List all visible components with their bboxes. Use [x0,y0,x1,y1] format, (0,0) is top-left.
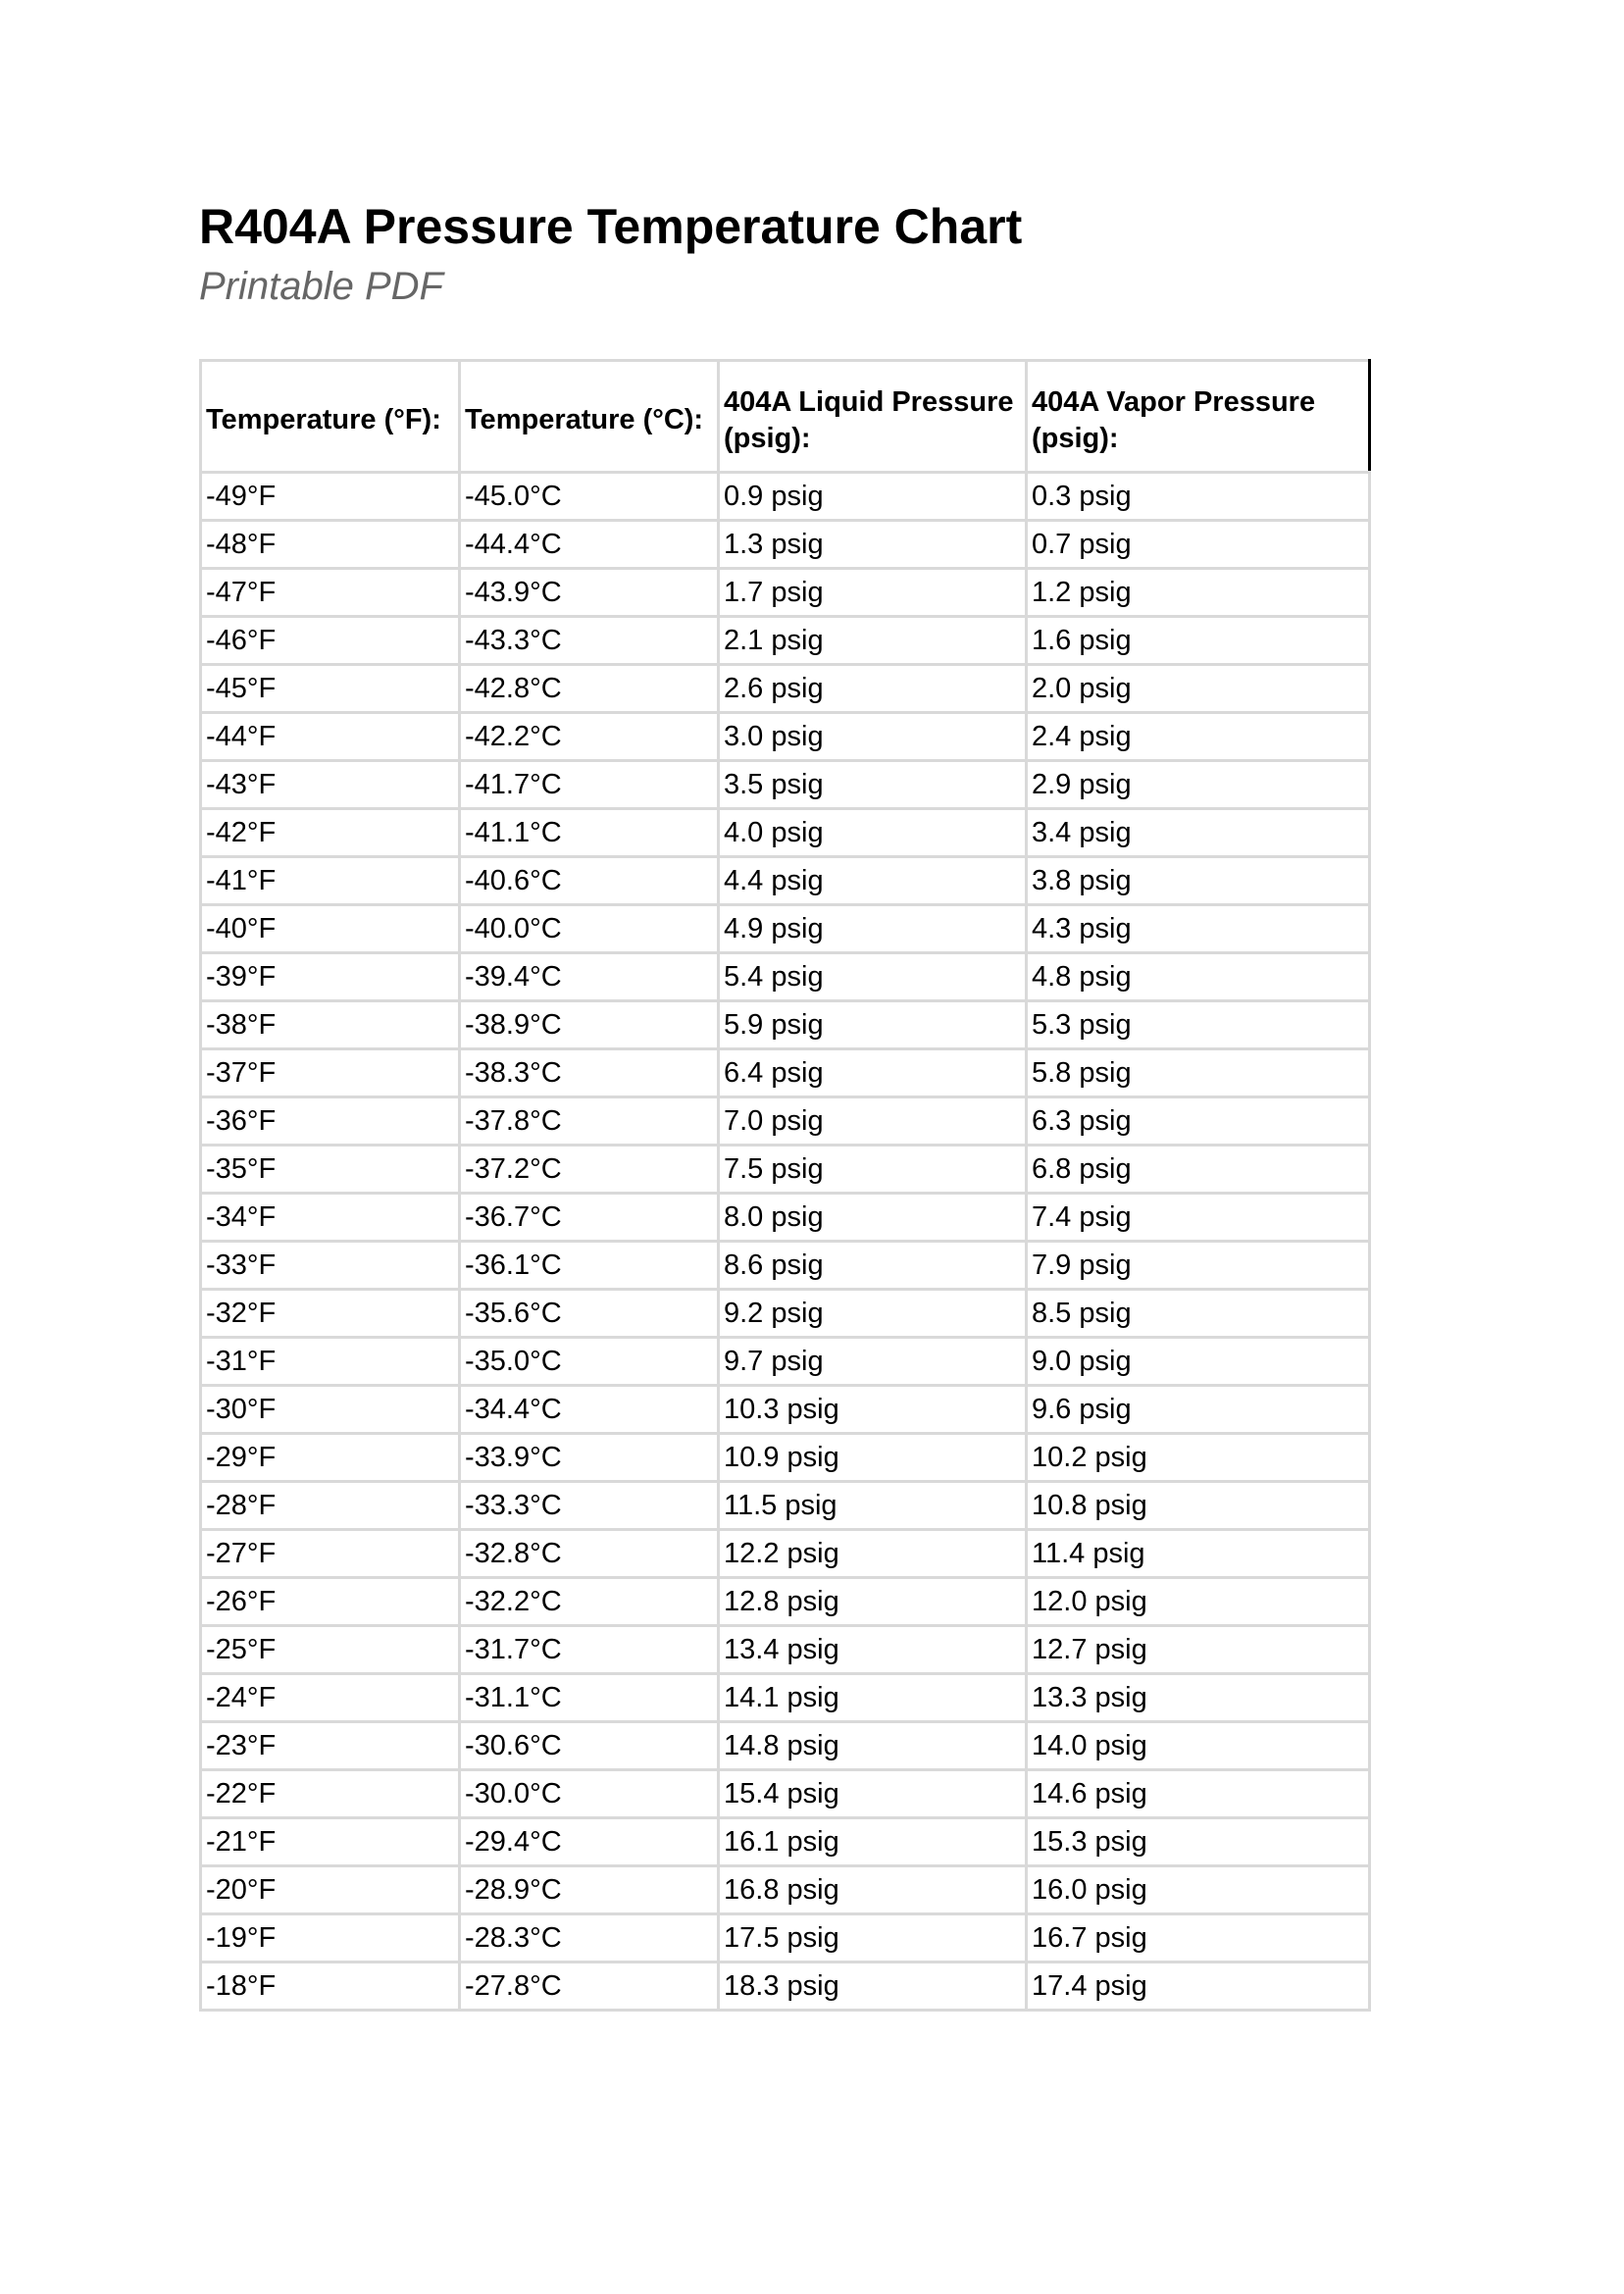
table-row [201,1146,1370,1194]
document-page [199,192,1376,2002]
table-row [201,1722,1370,1770]
table-row [201,1049,1370,1097]
cell-temperature-f: -35°F [201,1146,460,1194]
cell-temperature-f: -25°F [201,1626,460,1674]
cell-vapor-pressure: 7.4 psig [1027,1194,1370,1242]
cell-temperature-f: -20°F [201,1866,460,1914]
header-temperature-c: Temperature (°C): [460,361,719,473]
cell-liquid-pressure: 4.9 psig [719,905,1027,953]
cell-temperature-c: -36.7°C [460,1194,719,1242]
cell-liquid-pressure: 7.0 psig [719,1097,1027,1146]
page-title: R404A Pressure Temperature Chart [199,199,1023,254]
cell-temperature-c: -39.4°C [460,953,719,1001]
cell-vapor-pressure: 5.3 psig [1027,1001,1370,1049]
header-temperature-f: Temperature (°F): [201,361,460,473]
table-row [201,1963,1370,2011]
cell-vapor-pressure: 0.3 psig [1027,473,1370,521]
cell-temperature-c: -35.6°C [460,1290,719,1338]
cell-liquid-pressure: 11.5 psig [719,1482,1027,1530]
table-row [201,1530,1370,1578]
table-row [201,1242,1370,1290]
cell-temperature-c: -36.1°C [460,1242,719,1290]
header-vapor-pressure: 404A Vapor Pressure (psig): [1027,361,1370,473]
cell-temperature-f: -48°F [201,521,460,569]
cell-temperature-c: -27.8°C [460,1963,719,2011]
cell-temperature-f: -24°F [201,1674,460,1722]
table-row [201,1578,1370,1626]
cell-vapor-pressure: 11.4 psig [1027,1530,1370,1578]
cell-liquid-pressure: 5.4 psig [719,953,1027,1001]
cell-liquid-pressure: 14.8 psig [719,1722,1027,1770]
cell-temperature-c: -32.8°C [460,1530,719,1578]
cell-liquid-pressure: 6.4 psig [719,1049,1027,1097]
cell-vapor-pressure: 5.8 psig [1027,1049,1370,1097]
cell-vapor-pressure: 2.4 psig [1027,713,1370,761]
cell-liquid-pressure: 12.8 psig [719,1578,1027,1626]
cell-temperature-c: -42.8°C [460,665,719,713]
cell-liquid-pressure: 17.5 psig [719,1914,1027,1963]
page-subtitle: Printable PDF [199,265,443,308]
cell-temperature-f: -39°F [201,953,460,1001]
cell-temperature-f: -36°F [201,1097,460,1146]
table-row [201,665,1370,713]
table-body [201,473,1370,2011]
cell-vapor-pressure: 1.6 psig [1027,617,1370,665]
table-row [201,761,1370,809]
cell-liquid-pressure: 15.4 psig [719,1770,1027,1818]
cell-temperature-c: -43.3°C [460,617,719,665]
cell-liquid-pressure: 0.9 psig [719,473,1027,521]
cell-temperature-c: -30.0°C [460,1770,719,1818]
table-row [201,617,1370,665]
cell-liquid-pressure: 9.2 psig [719,1290,1027,1338]
cell-liquid-pressure: 7.5 psig [719,1146,1027,1194]
cell-temperature-f: -18°F [201,1963,460,2011]
table-row [201,473,1370,521]
cell-liquid-pressure: 18.3 psig [719,1963,1027,2011]
cell-liquid-pressure: 8.6 psig [719,1242,1027,1290]
cell-vapor-pressure: 16.7 psig [1027,1914,1370,1963]
cell-liquid-pressure: 14.1 psig [719,1674,1027,1722]
cell-temperature-c: -38.3°C [460,1049,719,1097]
cell-liquid-pressure: 2.6 psig [719,665,1027,713]
cell-temperature-f: -37°F [201,1049,460,1097]
cell-liquid-pressure: 1.3 psig [719,521,1027,569]
cell-temperature-f: -26°F [201,1578,460,1626]
cell-temperature-f: -31°F [201,1338,460,1386]
cell-temperature-f: -43°F [201,761,460,809]
table-row [201,905,1370,953]
table-row [201,521,1370,569]
cell-temperature-c: -30.6°C [460,1722,719,1770]
cell-liquid-pressure: 16.8 psig [719,1866,1027,1914]
cell-temperature-c: -33.3°C [460,1482,719,1530]
cell-temperature-f: -33°F [201,1242,460,1290]
cell-vapor-pressure: 15.3 psig [1027,1818,1370,1866]
cell-temperature-f: -40°F [201,905,460,953]
cell-vapor-pressure: 4.3 psig [1027,905,1370,953]
table-row [201,1194,1370,1242]
cell-temperature-f: -34°F [201,1194,460,1242]
cell-vapor-pressure: 16.0 psig [1027,1866,1370,1914]
cell-liquid-pressure: 4.0 psig [719,809,1027,857]
cell-temperature-c: -41.7°C [460,761,719,809]
cell-temperature-f: -23°F [201,1722,460,1770]
cell-temperature-c: -28.3°C [460,1914,719,1963]
cell-vapor-pressure: 1.2 psig [1027,569,1370,617]
table-row [201,1770,1370,1818]
cell-vapor-pressure: 14.0 psig [1027,1722,1370,1770]
cell-vapor-pressure: 12.7 psig [1027,1626,1370,1674]
cell-temperature-c: -37.8°C [460,1097,719,1146]
cell-temperature-c: -40.6°C [460,857,719,905]
cell-temperature-f: -49°F [201,473,460,521]
cell-temperature-f: -38°F [201,1001,460,1049]
cell-vapor-pressure: 7.9 psig [1027,1242,1370,1290]
cell-liquid-pressure: 2.1 psig [719,617,1027,665]
cell-vapor-pressure: 3.4 psig [1027,809,1370,857]
cell-temperature-f: -45°F [201,665,460,713]
cell-temperature-c: -41.1°C [460,809,719,857]
cell-liquid-pressure: 10.3 psig [719,1386,1027,1434]
cell-liquid-pressure: 13.4 psig [719,1626,1027,1674]
cell-temperature-f: -42°F [201,809,460,857]
cell-liquid-pressure: 3.0 psig [719,713,1027,761]
table-row [201,1386,1370,1434]
cell-temperature-c: -43.9°C [460,569,719,617]
cell-vapor-pressure: 13.3 psig [1027,1674,1370,1722]
cell-temperature-c: -31.1°C [460,1674,719,1722]
cell-temperature-c: -45.0°C [460,473,719,521]
pressure-temperature-table [199,359,1371,2012]
cell-vapor-pressure: 10.8 psig [1027,1482,1370,1530]
cell-vapor-pressure: 3.8 psig [1027,857,1370,905]
cell-temperature-f: -27°F [201,1530,460,1578]
cell-temperature-f: -32°F [201,1290,460,1338]
table-row [201,953,1370,1001]
table-row [201,1866,1370,1914]
cell-temperature-c: -37.2°C [460,1146,719,1194]
cell-vapor-pressure: 8.5 psig [1027,1290,1370,1338]
cell-temperature-c: -44.4°C [460,521,719,569]
cell-temperature-f: -29°F [201,1434,460,1482]
table-row [201,1914,1370,1963]
cell-liquid-pressure: 12.2 psig [719,1530,1027,1578]
cell-temperature-c: -34.4°C [460,1386,719,1434]
cell-temperature-f: -47°F [201,569,460,617]
cell-temperature-f: -46°F [201,617,460,665]
table-row [201,1290,1370,1338]
cell-temperature-c: -31.7°C [460,1626,719,1674]
cell-vapor-pressure: 17.4 psig [1027,1963,1370,2011]
table-row [201,857,1370,905]
cell-temperature-f: -44°F [201,713,460,761]
cell-temperature-c: -28.9°C [460,1866,719,1914]
cell-liquid-pressure: 8.0 psig [719,1194,1027,1242]
table-row [201,569,1370,617]
cell-temperature-f: -41°F [201,857,460,905]
cell-liquid-pressure: 10.9 psig [719,1434,1027,1482]
table-row [201,713,1370,761]
cell-temperature-c: -40.0°C [460,905,719,953]
cell-vapor-pressure: 12.0 psig [1027,1578,1370,1626]
cell-temperature-f: -21°F [201,1818,460,1866]
cell-vapor-pressure: 2.9 psig [1027,761,1370,809]
cell-vapor-pressure: 6.8 psig [1027,1146,1370,1194]
cell-temperature-f: -22°F [201,1770,460,1818]
cell-liquid-pressure: 4.4 psig [719,857,1027,905]
table-header-row [201,361,1370,473]
cell-liquid-pressure: 3.5 psig [719,761,1027,809]
table-row [201,1818,1370,1866]
table-row [201,1434,1370,1482]
cell-liquid-pressure: 1.7 psig [719,569,1027,617]
table-row [201,1097,1370,1146]
cell-vapor-pressure: 2.0 psig [1027,665,1370,713]
table-row [201,1626,1370,1674]
table-row [201,1674,1370,1722]
cell-vapor-pressure: 10.2 psig [1027,1434,1370,1482]
cell-vapor-pressure: 0.7 psig [1027,521,1370,569]
cell-temperature-c: -29.4°C [460,1818,719,1866]
cell-temperature-c: -42.2°C [460,713,719,761]
cell-vapor-pressure: 9.6 psig [1027,1386,1370,1434]
cell-vapor-pressure: 6.3 psig [1027,1097,1370,1146]
table-row [201,809,1370,857]
cell-liquid-pressure: 16.1 psig [719,1818,1027,1866]
cell-vapor-pressure: 4.8 psig [1027,953,1370,1001]
cell-temperature-f: -19°F [201,1914,460,1963]
cell-temperature-c: -33.9°C [460,1434,719,1482]
cell-liquid-pressure: 5.9 psig [719,1001,1027,1049]
header-liquid-pressure: 404A Liquid Pressure (psig): [719,361,1027,473]
cell-temperature-c: -38.9°C [460,1001,719,1049]
table-row [201,1001,1370,1049]
cell-temperature-f: -28°F [201,1482,460,1530]
cell-temperature-c: -32.2°C [460,1578,719,1626]
cell-temperature-f: -30°F [201,1386,460,1434]
table-row [201,1338,1370,1386]
cell-temperature-c: -35.0°C [460,1338,719,1386]
table-row [201,1482,1370,1530]
cell-vapor-pressure: 14.6 psig [1027,1770,1370,1818]
cell-vapor-pressure: 9.0 psig [1027,1338,1370,1386]
cell-liquid-pressure: 9.7 psig [719,1338,1027,1386]
